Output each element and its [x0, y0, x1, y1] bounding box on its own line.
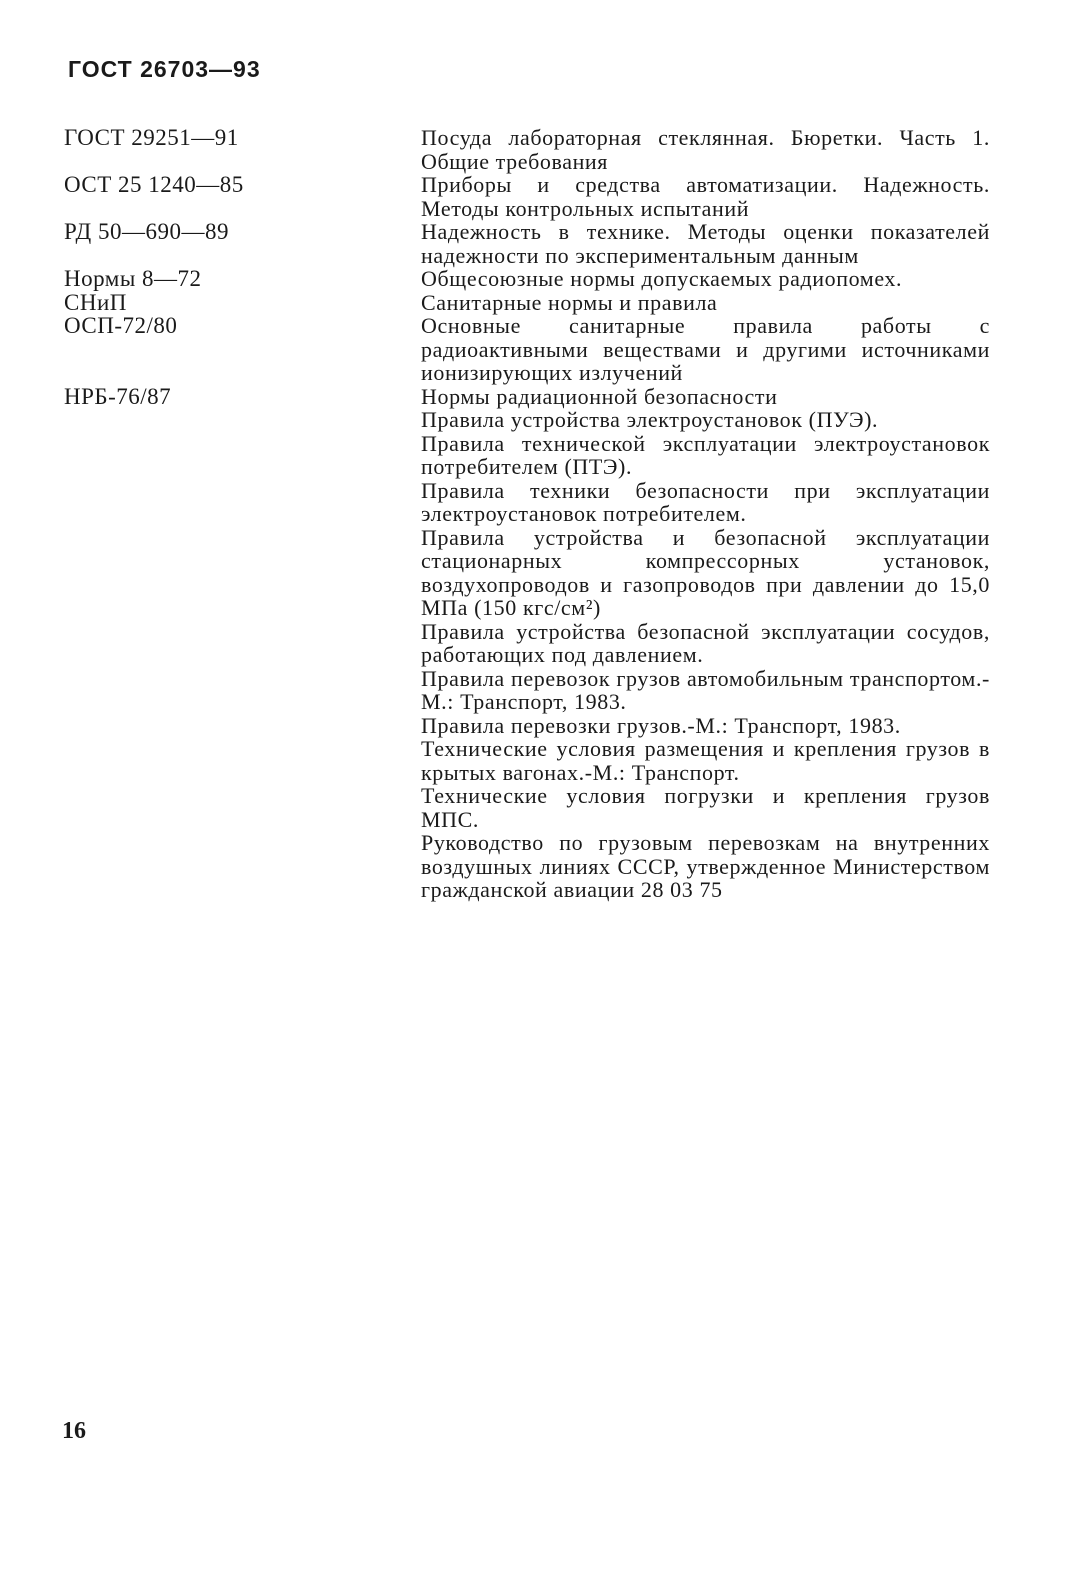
reference-row [64, 432, 990, 479]
reference-row [64, 620, 990, 667]
reference-row [64, 408, 990, 432]
reference-row [64, 291, 990, 315]
reference-text: Правила устройства электроустановок (ПУЭ). [421, 407, 879, 432]
reference-text: Правила устройства безопасной эксплуатации сосудов, работающих под давлением. [421, 618, 990, 667]
reference-row [64, 784, 990, 831]
reference-text: Руководство по грузовым перевозкам на внутренних воздушных линиях СССР, утвержденное Министерством гражданской авиации 28 03 75 [421, 830, 990, 902]
reference-text: Общесоюзные нормы допускаемых радиопомех. [421, 266, 903, 291]
reference-code: ОСП-72/80 [64, 313, 178, 338]
reference-text: Технические условия размещения и крепления грузов в крытых вагонах.-М.: Транспорт. [421, 736, 990, 785]
references-list [64, 126, 990, 902]
reference-text: Надежность в технике. Методы оценки показателей надежности по экспериментальным данным [421, 219, 990, 268]
reference-text: Технические условия погрузки и крепления грузов МПС. [421, 783, 990, 832]
reference-row [64, 385, 990, 409]
reference-text: Правила перевозки грузов.-М.: Транспорт, 1983. [421, 712, 901, 738]
reference-code: ГОСТ 29251—91 [64, 125, 239, 150]
page-number: 16 [62, 1418, 86, 1444]
reference-text: Правила технической эксплуатации электроустановок потребителем (ПТЭ). [421, 430, 990, 479]
reference-code: НРБ-76/87 [64, 383, 172, 409]
reference-text: Приборы и средства автоматизации. Надежность. Методы контрольных испытаний [421, 172, 990, 221]
reference-row [64, 173, 990, 220]
document-header: ГОСТ 26703—93 [68, 56, 261, 82]
reference-row [64, 479, 990, 526]
reference-row [64, 126, 990, 173]
reference-text: Правила техники безопасности при эксплуатации электроустановок потребителем. [421, 477, 990, 526]
reference-code: СНиП [64, 289, 127, 315]
reference-code: Нормы 8—72 [64, 266, 202, 291]
reference-text: Основные санитарные правила работы с радиоактивными веществами и другими источниками ионизирующих излучений [421, 313, 990, 385]
reference-text: Нормы радиационной безопасности [421, 383, 778, 409]
reference-row [64, 667, 990, 714]
reference-text: Посуда лабораторная стеклянная. Бюретки. Часть 1. Общие требования [421, 125, 990, 174]
reference-code: РД 50—690—89 [64, 219, 230, 244]
reference-row [64, 220, 990, 267]
reference-row [64, 714, 990, 738]
reference-row [64, 267, 990, 291]
reference-row [64, 526, 990, 620]
reference-row [64, 831, 990, 902]
reference-code: ОСТ 25 1240—85 [64, 172, 244, 197]
reference-row [64, 737, 990, 784]
reference-text: Правила устройства и безопасной эксплуатации стационарных компрессорных установок, воздухопроводов и газопроводов при давлении до 15,0 МПа (150 кгс/см²) [421, 524, 990, 620]
reference-row [64, 314, 990, 385]
reference-text: Правила перевозок грузов автомобильным транспортом.-М.: Транспорт, 1983. [421, 665, 990, 714]
reference-text: Санитарные нормы и правила [421, 289, 718, 315]
